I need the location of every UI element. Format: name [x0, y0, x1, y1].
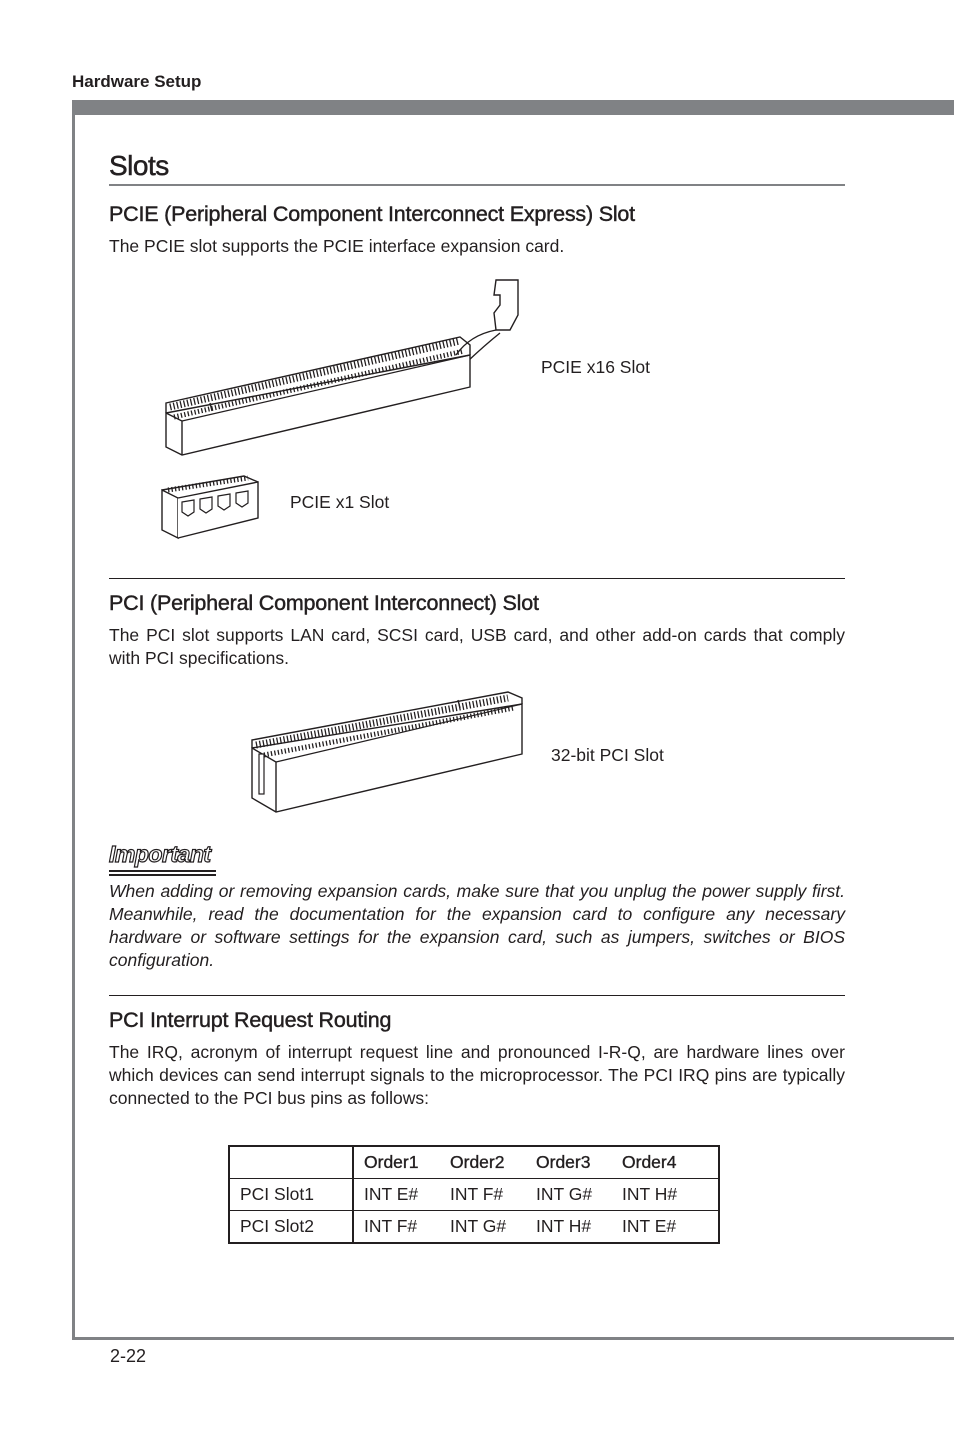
column-header: Order1 [364, 1152, 419, 1172]
important-note: When adding or removing expansion cards, make sure that you unplug the power supply first. Meanwhile, read the documentation for the expansion card to configure any necessary hardware or software settings for the expansion card, such as jumpers, switches or BIOS configuration. [109, 881, 845, 970]
pcie-x1-caption: PCIE x1 Slot [290, 492, 390, 512]
page-number: 2-22 [110, 1346, 147, 1366]
irq-description: The IRQ, acronym of interrupt request line and pronounced I-R-Q, are hardware lines over which devices can send interrupt signals to the microprocessor. The PCI IRQ pins are typically connected to the PCI bus pins as follows: [109, 1042, 845, 1108]
important-underline-2 [109, 874, 216, 876]
footer-rule [72, 1337, 954, 1340]
table-cell: INT G# [440, 1211, 526, 1244]
page-title: Slots [109, 150, 169, 181]
irq-routing-table [228, 1145, 720, 1244]
table-cell: INT F# [440, 1179, 526, 1211]
table-cell: INT F# [353, 1211, 440, 1244]
pci-32bit-slot-illustration [246, 688, 530, 820]
table-row [229, 1179, 719, 1211]
table-corner-cell [229, 1146, 353, 1179]
table-cell: INT G# [526, 1179, 612, 1211]
pci-caption: 32-bit PCI Slot [551, 745, 664, 765]
section-divider [109, 578, 845, 579]
pcie-heading: PCIE (Peripheral Component Interconnect Express) Slot [109, 202, 635, 226]
column-header: Order2 [450, 1152, 505, 1172]
left-margin-rule [72, 100, 75, 1340]
pcie-x1-slot-illustration [158, 472, 266, 542]
pcie-x16-caption: PCIE x16 Slot [541, 357, 650, 377]
table-row [229, 1211, 719, 1244]
title-divider [109, 184, 845, 186]
table-cell: INT E# [612, 1211, 719, 1244]
important-underline [109, 870, 216, 872]
pci-heading: PCI (Peripheral Component Interconnect) Slot [109, 591, 539, 615]
table-cell: INT H# [612, 1179, 719, 1211]
table-cell: INT E# [353, 1179, 440, 1211]
section-header: Hardware Setup [72, 72, 202, 91]
header-bar [72, 100, 954, 115]
row-header: PCI Slot2 [229, 1211, 353, 1244]
column-header: Order4 [622, 1152, 677, 1172]
table-cell: INT H# [526, 1211, 612, 1244]
irq-heading: PCI Interrupt Request Routing [109, 1008, 392, 1032]
section-divider-2 [109, 995, 845, 996]
column-header: Order3 [536, 1152, 591, 1172]
table-header-row [229, 1146, 719, 1179]
pcie-description: The PCIE slot supports the PCIE interface expansion card. [109, 236, 565, 256]
row-header: PCI Slot1 [229, 1179, 353, 1211]
pci-description: The PCI slot supports LAN card, SCSI card, USB card, and other add-on cards that comply with PCI specifications. [109, 625, 845, 668]
important-label: Important [109, 841, 211, 867]
pcie-x16-slot-illustration [160, 275, 530, 460]
